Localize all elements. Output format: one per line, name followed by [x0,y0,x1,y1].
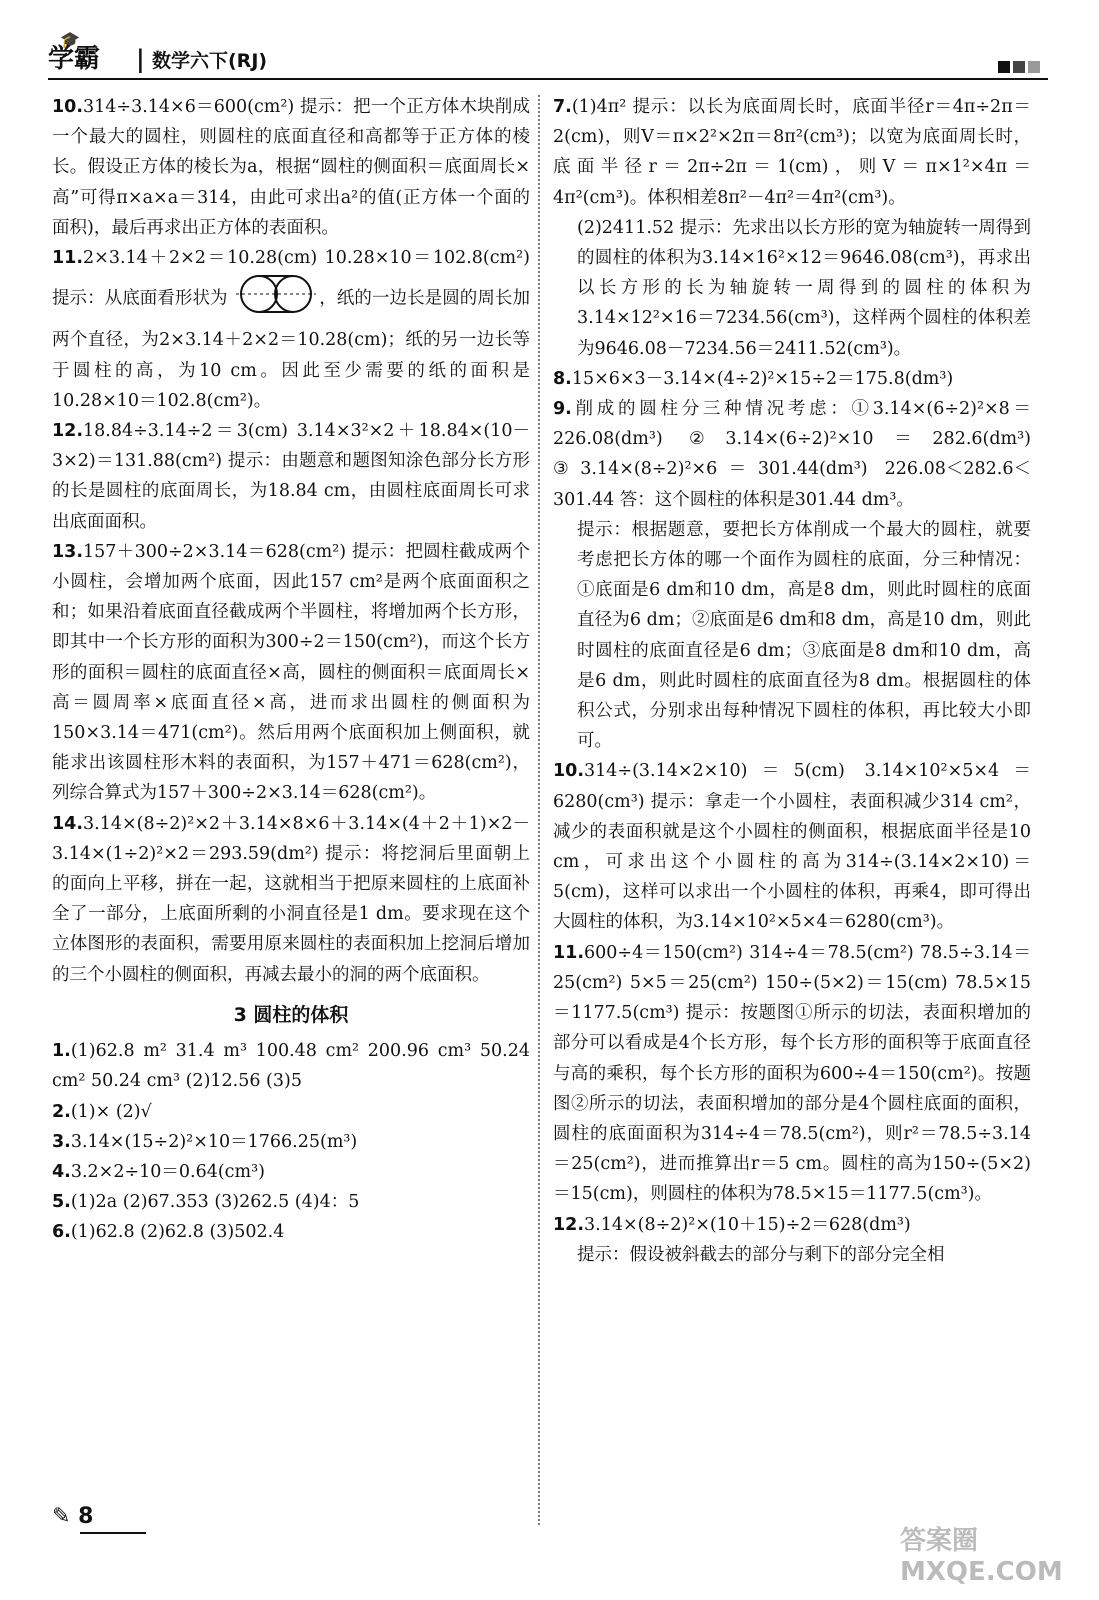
section-title: 3 圆柱的体积 [233,1003,349,1026]
double-circle-figure [233,273,319,325]
answer-item: 8.15×6×3－3.14×(4÷2)²×15÷2＝175.8(dm³) [553,368,954,389]
header-separator: | [136,44,145,73]
answer-item: 5.(1)2a (2)67.353 (3)262.5 (4)4：5 [52,1192,360,1213]
page-header [48,30,1048,84]
right-column [553,92,1031,1270]
footer-rule [80,1532,146,1534]
book-title: 数学六下(RJ) [152,50,268,72]
answer-item: 12.18.84÷3.14÷2＝3(cm) 3.14×3²×2＋18.84×(10－3×2)＝131.88(cm²) 提示：由题意和题图知涂色部分长方形的长是圆柱的底面周长，为18.84 cm，由圆柱底面周长可求出底面面积。 [52,421,530,532]
answer-item: 6.(1)62.8 (2)62.8 (3)502.4 [52,1222,285,1243]
answer-item: 9.削成的圆柱分三种情况考虑：①3.14×(6÷2)²×8＝226.08(dm³) ②3.14×(6÷2)²×10＝282.6(dm³) ③3.14×(8÷2)²×6＝301.44(dm³) 226.08＜282.6＜301.44 答：这个圆柱的体积是301.44 dm³。 [553,399,1031,510]
answer-item: 4.3.2×2÷10＝0.64(cm³) [52,1161,265,1182]
answer-item: 11.2×3.14＋2×2＝10.28(cm) 10.28×10＝102.8(cm²) 提示：从底面看形状为 ，纸的一边长是圆的周长加两个直径，为2×3.14＋2×2＝10.28(cm)；纸的另一边长等于圆柱的高，为10 cm。因此至少需要的纸的面积是10.28×10＝102.8(cm²)。 [52,248,530,411]
graduation-cap-icon: 🎓 [60,30,80,49]
answer-item: 10.314÷3.14×6＝600(cm²) 提示：把一个正方体木块削成一个最大的圆柱，则圆柱的底面直径和高都等于正方体的棱长。假设正方体的棱长为a，根据“圆柱的侧面积＝底面周长×高”可得π×a×a＝314，由此可求出a²的值(正方体一个面的面积)，最后再求出正方体的表面积。 [52,97,530,238]
answer-item: (2)2411.52 提示：先求出以长方形的宽为轴旋转一周得到的圆柱的体积为3.14×16²×12＝9646.08(cm³)，再求出以长方形的长为轴旋转一周得到的圆柱的体积为3.14×12²×16＝7234.56(cm³)，这样两个圆柱的体积差为9646.08－7234.56＝2411.52(cm³)。 [577,217,1031,359]
watermark: 答案圈 MXQE.COM [900,1526,1063,1587]
pencil-icon: ✎ [52,1504,71,1529]
answer-item: 12.3.14×(8÷2)²×(10＋15)÷2＝628(dm³) [553,1214,911,1235]
left-column [52,92,530,1248]
answer-item: 7.(1)4π² 提示：以长为底面周长时，底面半径r＝4π÷2π＝2(cm)，则V＝π×2²×2π＝8π²(cm³)；以宽为底面周长时，底面半径r＝2π÷2π＝1(cm)，则V＝π×1²×4π＝4π²(cm³)。体积相差8π²－4π²＝4π²(cm³)。 [553,97,1031,208]
page-footer [52,1504,93,1529]
answer-item: 2.(1)× (2)√ [52,1101,152,1122]
answer-item: 14.3.14×(8÷2)²×2＋3.14×8×6＋3.14×(4＋2＋1)×2－3.14×(1÷2)²×2＝293.59(dm²) 提示：将挖洞后里面朝上的面向上平移，拼在一起，这就相当于把原来圆柱的上底面补全了一部分，上底面所剩的小洞直径是1 dm。要求现在这个立体图形的表面积，需要用原来圆柱的表面积加上挖洞后增加的三个小圆柱的侧面积，再减去最小的洞的两个底面积。 [52,813,530,985]
brand-logo: 学霸 [48,44,101,74]
page-number: 8 [78,1504,94,1529]
answer-item: 13.157＋300÷2×3.14＝628(cm²) 提示：把圆柱截成两个小圆柱，会增加两个底面，因此157 cm²是两个底面面积之和；如果沿着底面直径截成两个半圆柱，将增加两个长方形，即其中一个长方形的面积为300÷2＝150(cm²)，而这个长方形的面积＝圆柱的底面直径×高，圆柱的侧面积＝底面周长×高＝圆周率×底面直径×高，进而求出圆柱的侧面积为150×3.14＝471(cm²)。然后用两个底面积加上侧面积，就能求出该圆柱形木料的表面积，为157＋471＝628(cm²)，列综合算式为157＋300÷2×3.14＝628(cm²)。 [52,541,530,804]
column-divider [538,95,540,1525]
hint-paragraph: 提示：假设被斜截去的部分与剩下的部分完全相 [577,1244,945,1265]
answer-item: 3.3.14×(15÷2)²×10＝1766.25(m³) [52,1131,358,1152]
answer-item: 1.(1)62.8 m² 31.4 m³ 100.48 cm² 200.96 cm³ 50.24 cm² 50.24 cm³ (2)12.56 (3)5 [52,1041,530,1092]
header-rule [48,78,1048,80]
header-squares-icon [995,58,1040,77]
hint-paragraph: 提示：根据题意，要把长方体削成一个最大的圆柱，就要考虑把长方体的哪一个面作为圆柱的底面，分三种情况：①底面是6 dm和10 dm，高是8 dm，则此时圆柱的底面直径为6 dm；②底面是6 dm和8 dm，高是10 dm，则此时圆柱的底面直径是6 dm；③底面是8 dm和10 dm，高是6 dm，则此时圆柱的底面直径为8 dm。根据圆柱的体积公式，分别求出每种情况下圆柱的体积，再比较大小即可。 [577,519,1031,752]
answer-item: 11.600÷4＝150(cm²) 314÷4＝78.5(cm²) 78.5÷3.14＝25(cm²) 5×5＝25(cm²) 150÷(5×2)＝15(cm) 78.5×15＝1177.5(cm³) 提示：按题图①所示的切法，表面积增加的部分可以看成是4个长方形，每个长方形的面积等于底面直径与高的乘积，每个长方形的面积为600÷4＝150(cm²)。按题图②所示的切法，表面积增加的部分是4个圆柱底面的面积，圆柱的底面面积为314÷4＝78.5(cm²)，则r²＝78.5÷3.14＝25(cm²)，进而推算出r＝5 cm。圆柱的高为150÷(5×2)＝15(cm)，则圆柱的体积为78.5×15＝1177.5(cm³)。 [553,942,1031,1205]
answer-item: 10.314÷(3.14×2×10)＝5(cm) 3.14×10²×5×4＝6280(cm³) 提示：拿走一个小圆柱，表面积减少314 cm²，减少的表面积就是这个小圆柱的侧面积，根据底面半径是10 cm，可求出这个小圆柱的高为314÷(3.14×2×10)＝5(cm)，这样可以求出一个小圆柱的体积，再乘4，即可得出大圆柱的体积，为3.14×10²×5×4＝6280(cm³)。 [553,761,1031,933]
